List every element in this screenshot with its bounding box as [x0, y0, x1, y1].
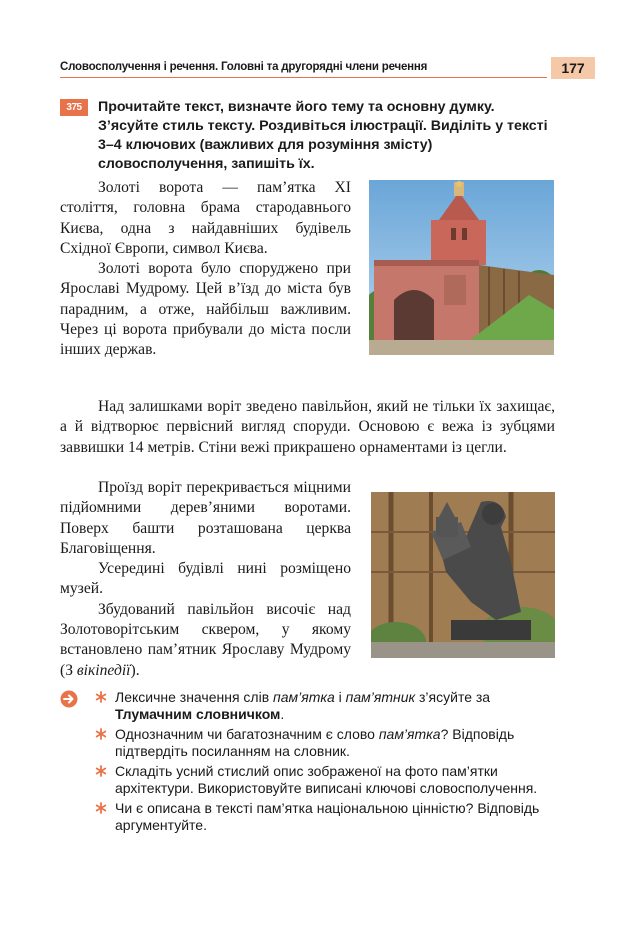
list-item: Лексичне значення слів пам’ятка і пам’ятник з’ясуйте за Тлумачним словничком.	[95, 689, 560, 723]
text-paragraph: Золоті ворота — пам’ятка XI століття, головна брама стародавнього Києва, одна з найдавніших будівель Східної Європи, символ Києва.	[60, 179, 351, 257]
arrow-right-circle-icon	[60, 690, 78, 708]
text-paragraph: Золоті ворота було споруджено при Ярославі Мудрому. Цей в’їзд до міста був парадним, а отже, найбільш важливим. Через ці ворота прибували до міста посли інших держав.	[60, 260, 351, 359]
source-name: вікіпедії	[76, 661, 131, 679]
yaroslav-monument-photo	[371, 492, 555, 658]
list-item: Однозначним чи багатозначним є слово пам’ятка? Відповідь підтвердіть посиланням на словник.	[95, 726, 560, 760]
snowflake-bullet-icon	[95, 691, 107, 703]
text-paragraph: Проїзд воріт перекривається міцними підйомними дерев’яними воротами. Поверх башти розташована церква Благовіщення.	[60, 479, 351, 557]
list-item: Чи є описана в тексті пам’ятка національною цінністю? Відповідь аргументуйте.	[95, 800, 560, 834]
text-paragraph: Збудований павільйон височіє над Золотоворітським сквером, у якому встановлено пам’ятник Ярославу Мудрому (З вікіпедії).	[60, 600, 351, 679]
snowflake-bullet-icon	[95, 728, 107, 740]
dictionary-name: Тлумачним словничком	[115, 706, 281, 722]
snowflake-bullet-icon	[95, 765, 107, 777]
text-paragraph: Над залишками воріт зведено павільйон, який не тільки їх захищає, а й відтворює первісний вигляд споруди. Основою є вежа із зубцями заввишки 14 метрів. Стіни вежі прикрашено орнаментами із цегли.	[60, 398, 555, 456]
text-block-1	[60, 178, 351, 361]
golden-gate-photo	[369, 180, 554, 355]
page-number: 177	[551, 57, 595, 79]
exercise-number-badge: 375	[60, 99, 88, 116]
section-title: Словосполучення і речення. Головні та другорядні члени речення	[60, 61, 428, 73]
exercise-task: Прочитайте текст, визначте його тему та основну думку. З’ясуйте стиль тексту. Роздивіться ілюстрації. Виділіть у тексті 3–4 ключових (важливих для розуміння змісту) словосполучення, запишіть їх.	[98, 99, 548, 172]
text-block-3	[60, 478, 351, 681]
list-item: Складіть усний стислий опис зображеної на фото пам’ятки архітектури. Використовуйте виписані ключові словосполучення.	[95, 763, 560, 797]
text-paragraph: Усередині будівлі нині розміщено музей.	[60, 560, 351, 598]
header-divider	[60, 77, 547, 78]
page-header	[60, 57, 595, 79]
follow-up-tasks	[95, 689, 560, 837]
text-block-2	[60, 397, 555, 458]
snowflake-bullet-icon	[95, 802, 107, 814]
